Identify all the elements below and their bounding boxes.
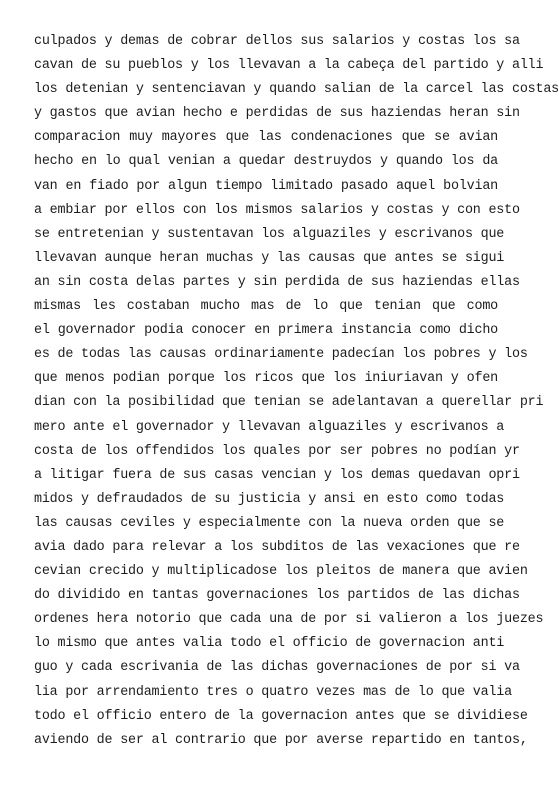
text-line: las causas ceviles y especialmente con la nueva orden que se xyxy=(34,515,505,531)
text-line: dian con la posibilidad que tenian se adelantavan a querellar pri xyxy=(34,395,544,411)
text-line: mismas les costaban mucho mas de lo que tenian que como xyxy=(34,299,498,315)
text-line: do dividido en tantas governaciones los partidos de las dichas xyxy=(34,588,520,604)
text-line: costa de los offendidos los quales por ser pobres no podían yr xyxy=(34,443,520,459)
text-line: a embiar por ellos con los mismos salarios y costas y con esto xyxy=(34,202,520,218)
text-line: los detenian y sentenciavan y quando salian de la carcel las costas xyxy=(34,82,559,98)
text-line: avia dado para relevar a los subditos de las vexaciones que re xyxy=(34,539,520,555)
text-line: se entretenian y sustentavan los alguaziles y escrivanos que xyxy=(34,226,505,242)
text-line: y gastos que avian hecho e perdidas de sus haziendas heran sin xyxy=(34,106,520,122)
text-line: ordenes hera notorio que cada una de por si valieron a los juezes xyxy=(34,612,544,628)
text-line: culpados y demas de cobrar dellos sus salarios y costas los sa xyxy=(34,34,520,49)
text-line: van en fiado por algun tiempo limitado pasado aquel bolvian xyxy=(34,178,498,194)
text-line: todo el officio entero de la governacion antes que se dividiese xyxy=(34,708,528,724)
text-line: que menos podian porque los ricos que los iniuriavan y ofen xyxy=(34,371,498,387)
text-line: mero ante el governador y llevavan alguaziles y escrivanos a xyxy=(34,419,505,435)
text-line: a litigar fuera de sus casas vencian y los demas quedavan opri xyxy=(34,467,520,483)
text-line: llevavan aunque heran muchas y las causas que antes se sigui xyxy=(34,250,505,266)
text-line: lo mismo que antes valia todo el officio de governacion anti xyxy=(34,636,505,652)
text-line: comparacion muy mayores que las condenaciones que se avian xyxy=(34,130,498,146)
text-line: el governador podia conocer en primera instancia como dicho xyxy=(34,323,498,339)
text-line: es de todas las causas ordinariamente padecían los pobres y los xyxy=(34,347,528,363)
text-line: cavan de su pueblos y los llevavan a la cabeça del partido y alli xyxy=(34,58,544,74)
text-line: hecho en lo qual venian a quedar destruydos y quando los da xyxy=(34,154,498,170)
text-line: an sin costa delas partes y sin perdida de sus haziendas ellas xyxy=(34,274,520,290)
text-line: guo y cada escrivania de las dichas governaciones de por si va xyxy=(34,660,520,676)
text-line: lia por arrendamiento tres o quatro vezes mas de lo que valia xyxy=(34,684,512,700)
text-line: midos y defraudados de su justicia y ansi en esto como todas xyxy=(34,491,505,507)
text-line: aviendo de ser al contrario que por averse repartido en tantos, xyxy=(34,732,528,748)
body-text xyxy=(34,30,559,753)
text-line: cevian crecido y multiplicadose los pleitos de manera que avien xyxy=(34,564,528,580)
